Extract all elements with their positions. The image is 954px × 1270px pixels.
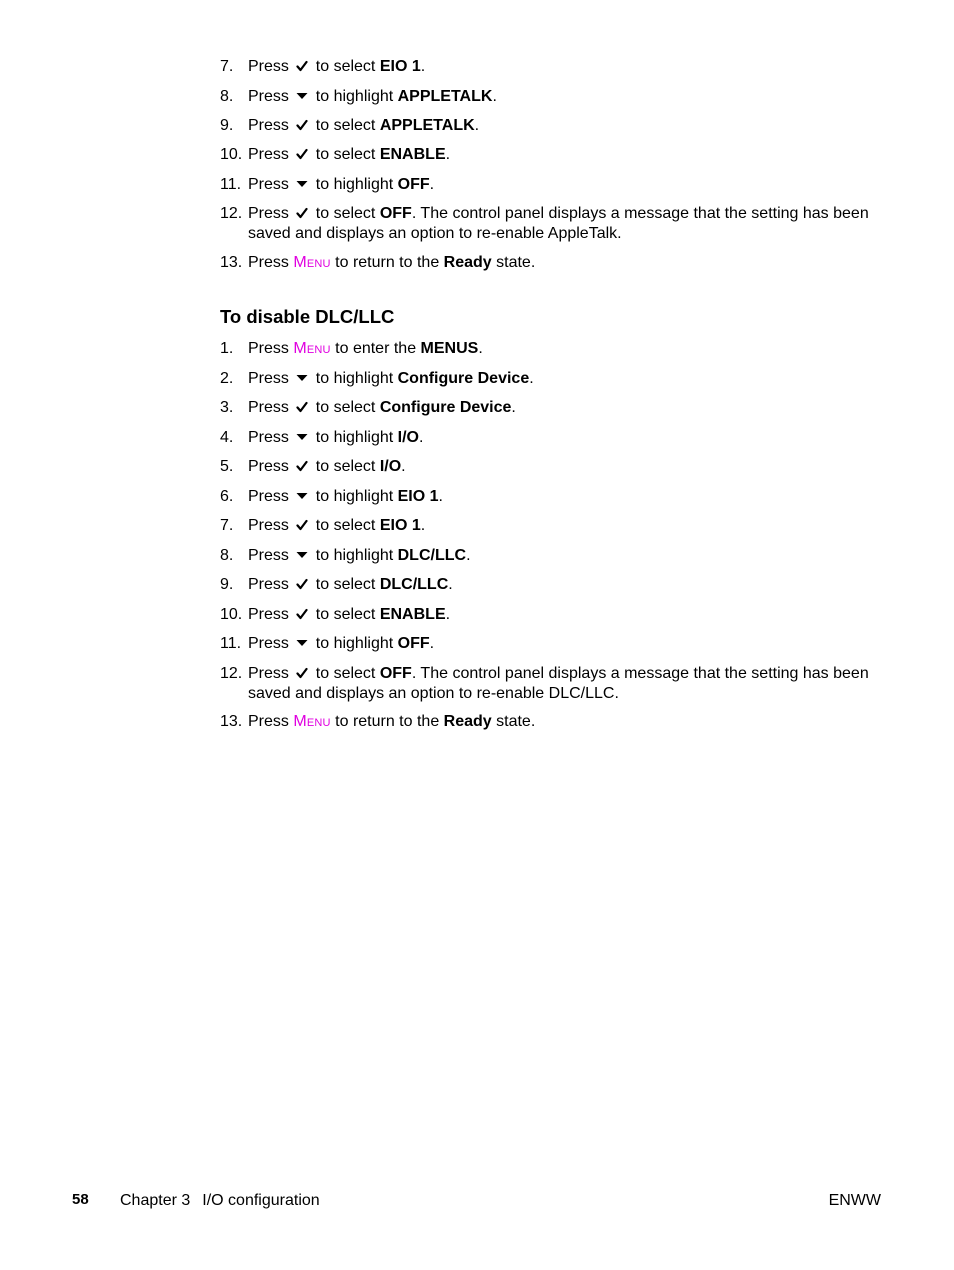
keyword: APPLETALK [379,117,475,134]
step-fragment: to enter the [330,340,421,357]
step-fragment: to highlight [311,88,398,105]
down-arrow-icon [296,549,308,561]
step-text [248,204,880,243]
step-number: 2. [220,370,234,387]
page-number: 58 [72,1191,89,1208]
step-fragment: . [529,370,534,387]
down-arrow-icon [296,372,308,384]
step-text [248,634,880,654]
step-fragment: . [418,429,424,446]
keyword: Ready [443,254,492,271]
down-arrow-icon [296,431,308,443]
step-text [248,428,880,448]
step-fragment: to highlight [311,547,398,564]
keyword: Configure Device [397,370,530,387]
step-fragment: . [420,58,426,75]
step-number: 7. [220,517,234,534]
step-number: 9. [220,117,234,134]
step-number: 6. [220,488,234,505]
step-fragment: . [478,340,483,357]
keyword: MENUS [420,340,479,357]
step-fragment: Press [248,488,294,505]
down-arrow-icon [296,178,308,190]
step-number: 13. [220,713,243,730]
step-text [248,398,880,418]
step-number: 3. [220,399,234,416]
step-number: 8. [220,88,234,105]
step-fragment: Press [248,176,294,193]
step-fragment: Press [248,713,294,730]
step-fragment: Press [248,146,294,163]
step-fragment: . [492,88,497,105]
checkmark-icon [296,60,308,72]
step-number: 11. [220,176,242,193]
step-text [248,87,880,107]
step-text [248,57,880,77]
step-text [248,457,880,477]
step-fragment: to highlight [311,635,398,652]
keyword: APPLETALK [397,88,493,105]
keyword: Configure Device [379,399,512,416]
step-fragment: Press [248,606,294,623]
keyword: DLC/LLC [379,576,449,593]
step-fragment: to return to the [330,713,444,730]
step-fragment: Press [248,576,294,593]
step-number: 12. [220,205,243,222]
step-fragment: Press [248,547,294,564]
keyword: ENABLE [379,606,446,623]
step-text [248,546,880,566]
checkmark-icon [296,119,308,131]
step-text [248,712,880,732]
step-fragment: to select [311,205,380,222]
step-fragment: Press [248,117,294,134]
step-fragment: . [448,576,453,593]
menu-key-label: Menu [293,340,331,357]
step-fragment: Press [248,429,294,446]
step-fragment: . [474,117,480,134]
keyword: DLC/LLC [397,547,467,564]
step-fragment: to select [311,117,380,134]
step-fragment: to select [311,665,380,682]
step-fragment: Press [248,635,294,652]
step-fragment: Press [248,370,294,387]
step-number: 5. [220,458,234,475]
step-fragment: Press [248,458,294,475]
keyword: OFF [397,176,430,193]
step-number: 4. [220,429,234,446]
step-fragment: Press [248,399,294,416]
step-text [248,516,880,536]
keyword: Ready [443,713,492,730]
step-fragment: to highlight [311,176,398,193]
step-fragment: . [438,488,443,505]
step-text [248,605,880,625]
step-fragment: to select [311,517,380,534]
step-number: 13. [220,254,243,271]
step-fragment: to select [311,606,380,623]
step-fragment: . The control panel displays a message that the setting has been saved and displays an option to re-enable AppleTalk. [248,205,869,242]
checkmark-icon [296,460,308,472]
menu-key-label: Menu [293,713,331,730]
step-fragment: . [401,458,406,475]
step-fragment: . [429,176,435,193]
checkmark-icon [296,401,308,413]
chapter-label: Chapter 3 [120,1192,191,1209]
checkmark-icon [296,148,308,160]
down-arrow-icon [296,90,308,102]
step-number: 12. [220,665,243,682]
step-number: 1. [220,340,234,357]
step-fragment: to select [311,399,380,416]
keyword: OFF [379,205,412,222]
section-heading: To disable DLC/LLC [220,306,395,327]
keyword: EIO 1 [379,58,421,75]
step-fragment: . [445,146,451,163]
checkmark-icon [296,207,308,219]
step-fragment: to select [311,146,380,163]
chapter-title: I/O configuration [202,1192,320,1209]
keyword: OFF [397,635,430,652]
step-number: 10. [220,146,243,163]
checkmark-icon [296,667,308,679]
step-fragment: . [511,399,516,416]
step-text [248,575,880,595]
step-number: 7. [220,58,234,75]
step-fragment: . [420,517,426,534]
checkmark-icon [296,578,308,590]
step-fragment: Press [248,58,294,75]
step-fragment: state. [491,713,536,730]
step-text [248,664,880,703]
keyword: I/O [397,429,419,446]
step-number: 9. [220,576,234,593]
step-fragment: Press [248,665,294,682]
step-text [248,145,880,165]
step-fragment: . The control panel displays a message that the setting has been saved and displays an option to re-enable DLC/LLC. [248,665,869,702]
step-text [248,116,880,136]
down-arrow-icon [296,637,308,649]
keyword: ENABLE [379,146,446,163]
step-fragment: Press [248,517,294,534]
step-fragment: . [429,635,435,652]
step-fragment: . [466,547,471,564]
keyword: EIO 1 [379,517,421,534]
step-number: 10. [220,606,243,623]
step-text [248,339,880,359]
step-fragment: to select [311,458,380,475]
keyword: EIO 1 [397,488,439,505]
footer-locale: ENWW [828,1192,881,1209]
footer-chapter [120,1192,320,1210]
step-fragment: to select [311,576,380,593]
keyword: OFF [379,665,412,682]
step-fragment: Press [248,205,294,222]
step-fragment: to return to the [330,254,444,271]
step-fragment: to select [311,58,380,75]
step-fragment: to highlight [311,488,398,505]
step-text [248,253,880,273]
checkmark-icon [296,519,308,531]
step-fragment: . [445,606,451,623]
step-fragment: to highlight [311,429,398,446]
step-number: 11. [220,635,242,652]
step-number: 8. [220,547,234,564]
step-text [248,369,880,389]
menu-key-label: Menu [293,254,331,271]
step-text [248,487,880,507]
checkmark-icon [296,608,308,620]
step-text [248,175,880,195]
step-fragment: Press [248,254,294,271]
down-arrow-icon [296,490,308,502]
step-fragment: state. [491,254,536,271]
step-fragment: Press [248,340,294,357]
keyword: I/O [379,458,402,475]
step-fragment: Press [248,88,294,105]
step-fragment: to highlight [311,370,398,387]
